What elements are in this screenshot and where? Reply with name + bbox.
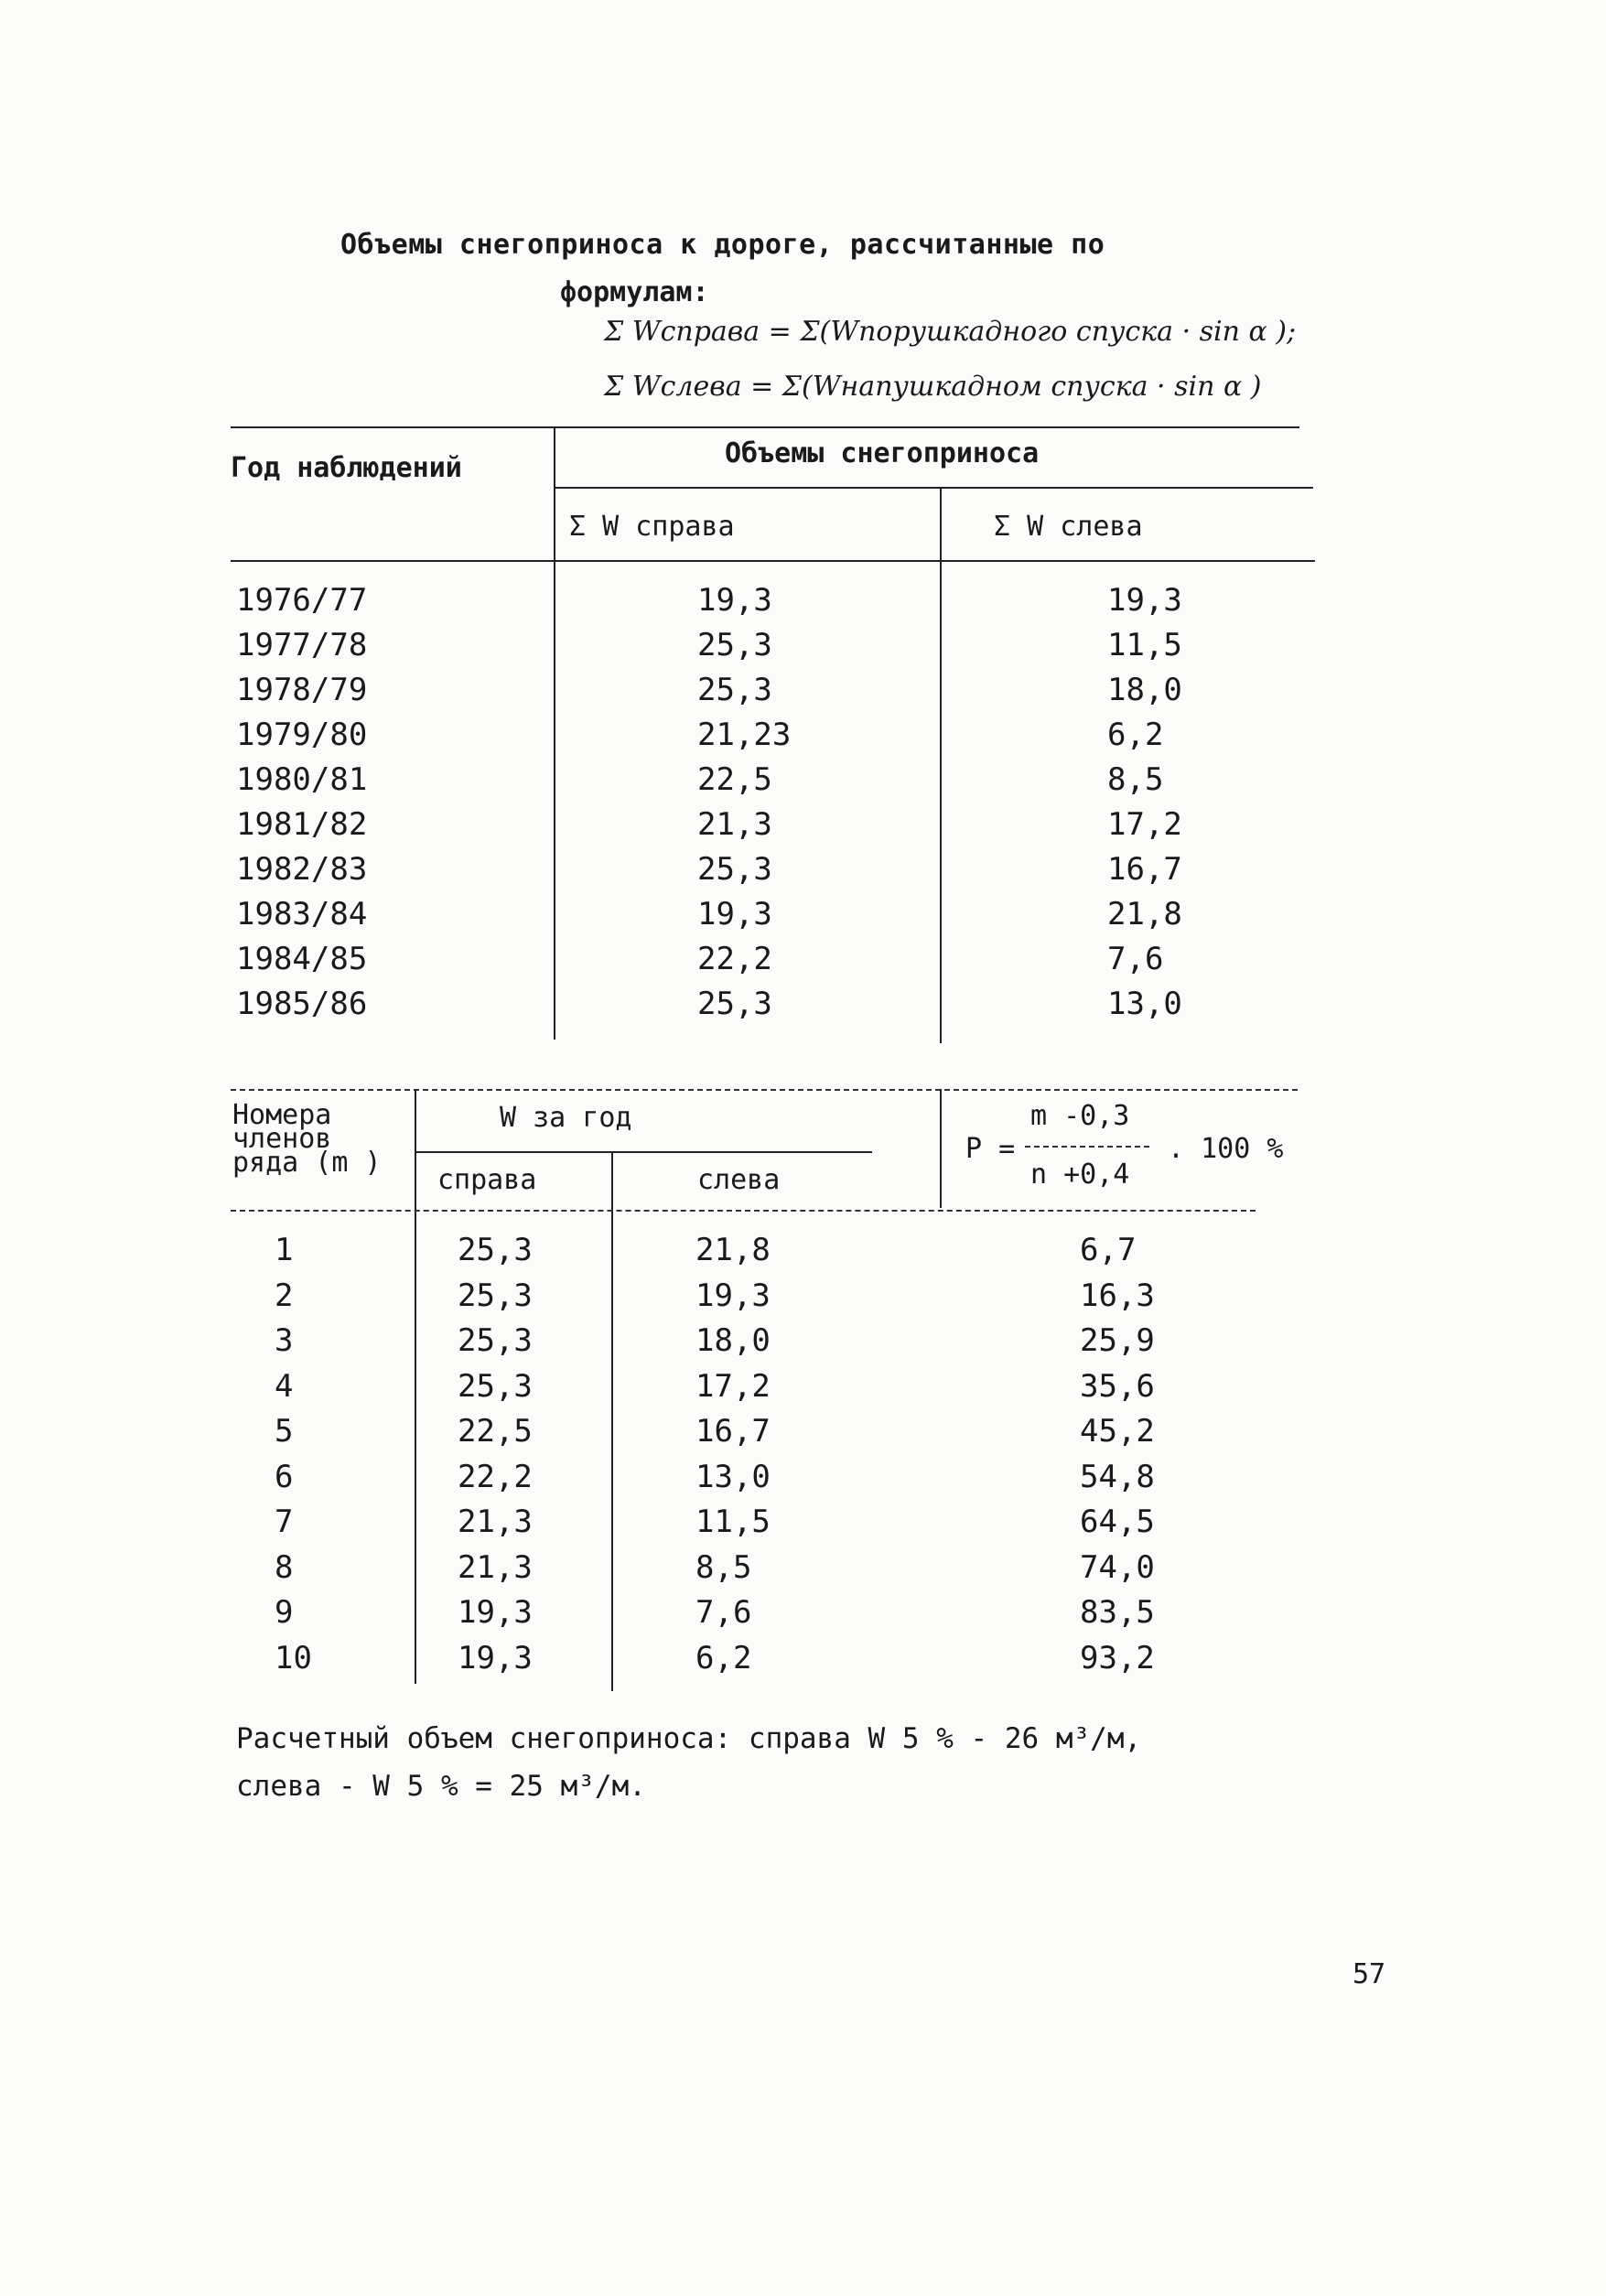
table1-cell-right: 21,3 [697, 806, 772, 843]
table2-header-p-label: P = [965, 1133, 1016, 1165]
table1-top-rule [231, 426, 1299, 428]
table2-divider-2 [611, 1153, 613, 1691]
table1-cell-left: 16,7 [1107, 851, 1182, 888]
table2-cell-right: 21,3 [458, 1504, 533, 1540]
table1-group-rule [554, 487, 1313, 489]
footer-line-2: слева - W 5 % = 25 м³/м. [236, 1770, 646, 1803]
table2-cell-left: 21,8 [695, 1232, 771, 1268]
table2-divider-3 [940, 1089, 942, 1208]
table2-cell-num: 5 [275, 1413, 294, 1450]
table2-cell-right: 25,3 [458, 1232, 533, 1268]
table2-header-right: справа [437, 1164, 537, 1196]
table1-cell-year: 1981/82 [236, 806, 368, 843]
table1-cell-year: 1985/86 [236, 986, 368, 1022]
table2-cell-p: 54,8 [1080, 1459, 1155, 1495]
table2-header-p-numerator: m -0,3 [1030, 1100, 1130, 1132]
table2-header-left: слева [697, 1164, 781, 1196]
table2-header-num-line3: ряда (m ) [232, 1147, 382, 1179]
table2-cell-right: 25,3 [458, 1368, 533, 1405]
table2-cell-right: 25,3 [458, 1277, 533, 1314]
table1-cell-year: 1978/79 [236, 672, 368, 708]
table1-cell-year: 1977/78 [236, 627, 368, 663]
table2-cell-num: 6 [275, 1459, 294, 1495]
table1-cell-year: 1982/83 [236, 851, 368, 888]
table2-cell-left: 8,5 [695, 1549, 752, 1586]
table2-header-p-multiplier: . 100 % [1168, 1133, 1284, 1165]
table2-cell-p: 45,2 [1080, 1413, 1155, 1450]
table2-cell-right: 19,3 [458, 1640, 533, 1676]
table1-cell-year: 1979/80 [236, 717, 368, 753]
table2-cell-num: 9 [275, 1594, 294, 1631]
table2-cell-num: 8 [275, 1549, 294, 1586]
table2-header-num [232, 1099, 382, 1179]
table2-cell-right: 22,5 [458, 1413, 533, 1450]
table2-cell-left: 16,7 [695, 1413, 771, 1450]
table2-header-p-denominator: n +0,4 [1030, 1159, 1130, 1191]
table2-cell-p: 6,7 [1080, 1232, 1137, 1268]
table2-header-num-line2: членов [232, 1123, 332, 1155]
table1-cell-left: 7,6 [1107, 941, 1164, 977]
table1-cell-left: 17,2 [1107, 806, 1182, 843]
table1-cell-right: 19,3 [697, 896, 772, 932]
table2-cell-left: 7,6 [695, 1594, 752, 1631]
table2-cell-num: 3 [275, 1322, 294, 1359]
footer-line-1: Расчетный объем снегоприноса: справа W 5 % - 26 м³/м, [236, 1722, 1142, 1755]
table2-header-p-fraction-bar [1025, 1146, 1149, 1148]
table2-cell-right: 25,3 [458, 1322, 533, 1359]
table2-cell-left: 11,5 [695, 1504, 771, 1540]
table2-header-rule [231, 1210, 1256, 1212]
table2-cell-p: 64,5 [1080, 1504, 1155, 1540]
table1-cell-right: 21,23 [697, 717, 792, 753]
table1-cell-right: 22,5 [697, 761, 772, 798]
table1-divider-2 [940, 487, 942, 1043]
table1-cell-left: 8,5 [1107, 761, 1164, 798]
table2-cell-p: 83,5 [1080, 1594, 1155, 1631]
table2-cell-p: 25,9 [1080, 1322, 1155, 1359]
table1-cell-right: 25,3 [697, 986, 772, 1022]
document-title-continued: формулам: [560, 276, 709, 308]
table1-header-group: Объемы снегоприноса [725, 437, 1040, 469]
table2-cell-num: 10 [275, 1640, 312, 1676]
formula-right: Σ Wсправа = Σ(Wпорушкадного спуска · sin α ); [604, 316, 1297, 348]
table2-cell-left: 13,0 [695, 1459, 771, 1495]
table2-cell-right: 21,3 [458, 1549, 533, 1586]
table1-cell-left: 19,3 [1107, 582, 1182, 619]
table1-header-rule [231, 560, 1315, 562]
table1-cell-left: 18,0 [1107, 672, 1182, 708]
page-number: 57 [1353, 1958, 1386, 1990]
table2-cell-p: 93,2 [1080, 1640, 1155, 1676]
table1-cell-left: 6,2 [1107, 717, 1164, 753]
table1-cell-year: 1980/81 [236, 761, 368, 798]
table2-cell-right: 22,2 [458, 1459, 533, 1495]
table1-cell-left: 13,0 [1107, 986, 1182, 1022]
table2-cell-left: 17,2 [695, 1368, 771, 1405]
table1-cell-right: 22,2 [697, 941, 772, 977]
table2-cell-num: 2 [275, 1277, 294, 1314]
table2-cell-right: 19,3 [458, 1594, 533, 1631]
table1-cell-year: 1976/77 [236, 582, 368, 619]
formula-left: Σ Wслева = Σ(Wнапушкадном спуска · sin α ) [604, 371, 1262, 403]
table1-divider-1 [554, 426, 555, 1040]
document-title: Объемы снегоприноса к дороге, рассчитанные по [340, 229, 1105, 261]
table2-divider-1 [415, 1089, 416, 1684]
table1-cell-left: 11,5 [1107, 627, 1182, 663]
table1-cell-right: 25,3 [697, 851, 772, 888]
table1-cell-year: 1983/84 [236, 896, 368, 932]
table1-header-left: Σ W слева [994, 511, 1143, 543]
table2-cell-p: 35,6 [1080, 1368, 1155, 1405]
table2-top-rule [231, 1089, 1298, 1091]
table1-cell-right: 19,3 [697, 582, 772, 619]
table1-header-year: Год наблюдений [231, 452, 462, 484]
table2-cell-left: 6,2 [695, 1640, 752, 1676]
table1-cell-year: 1984/85 [236, 941, 368, 977]
table2-cell-left: 18,0 [695, 1322, 771, 1359]
table1-cell-right: 25,3 [697, 672, 772, 708]
table2-cell-p: 16,3 [1080, 1277, 1155, 1314]
table1-header-right: Σ W справа [569, 511, 735, 543]
table1-cell-right: 25,3 [697, 627, 772, 663]
table2-cell-num: 1 [275, 1232, 294, 1268]
table1-cell-left: 21,8 [1107, 896, 1182, 932]
table2-w-rule [415, 1151, 872, 1153]
table2-header-w: W за год [500, 1102, 632, 1134]
table2-cell-num: 4 [275, 1368, 294, 1405]
table2-cell-left: 19,3 [695, 1277, 771, 1314]
table2-cell-p: 74,0 [1080, 1549, 1155, 1586]
table2-header-num-line1: Номера [232, 1099, 332, 1131]
table2-cell-num: 7 [275, 1504, 294, 1540]
